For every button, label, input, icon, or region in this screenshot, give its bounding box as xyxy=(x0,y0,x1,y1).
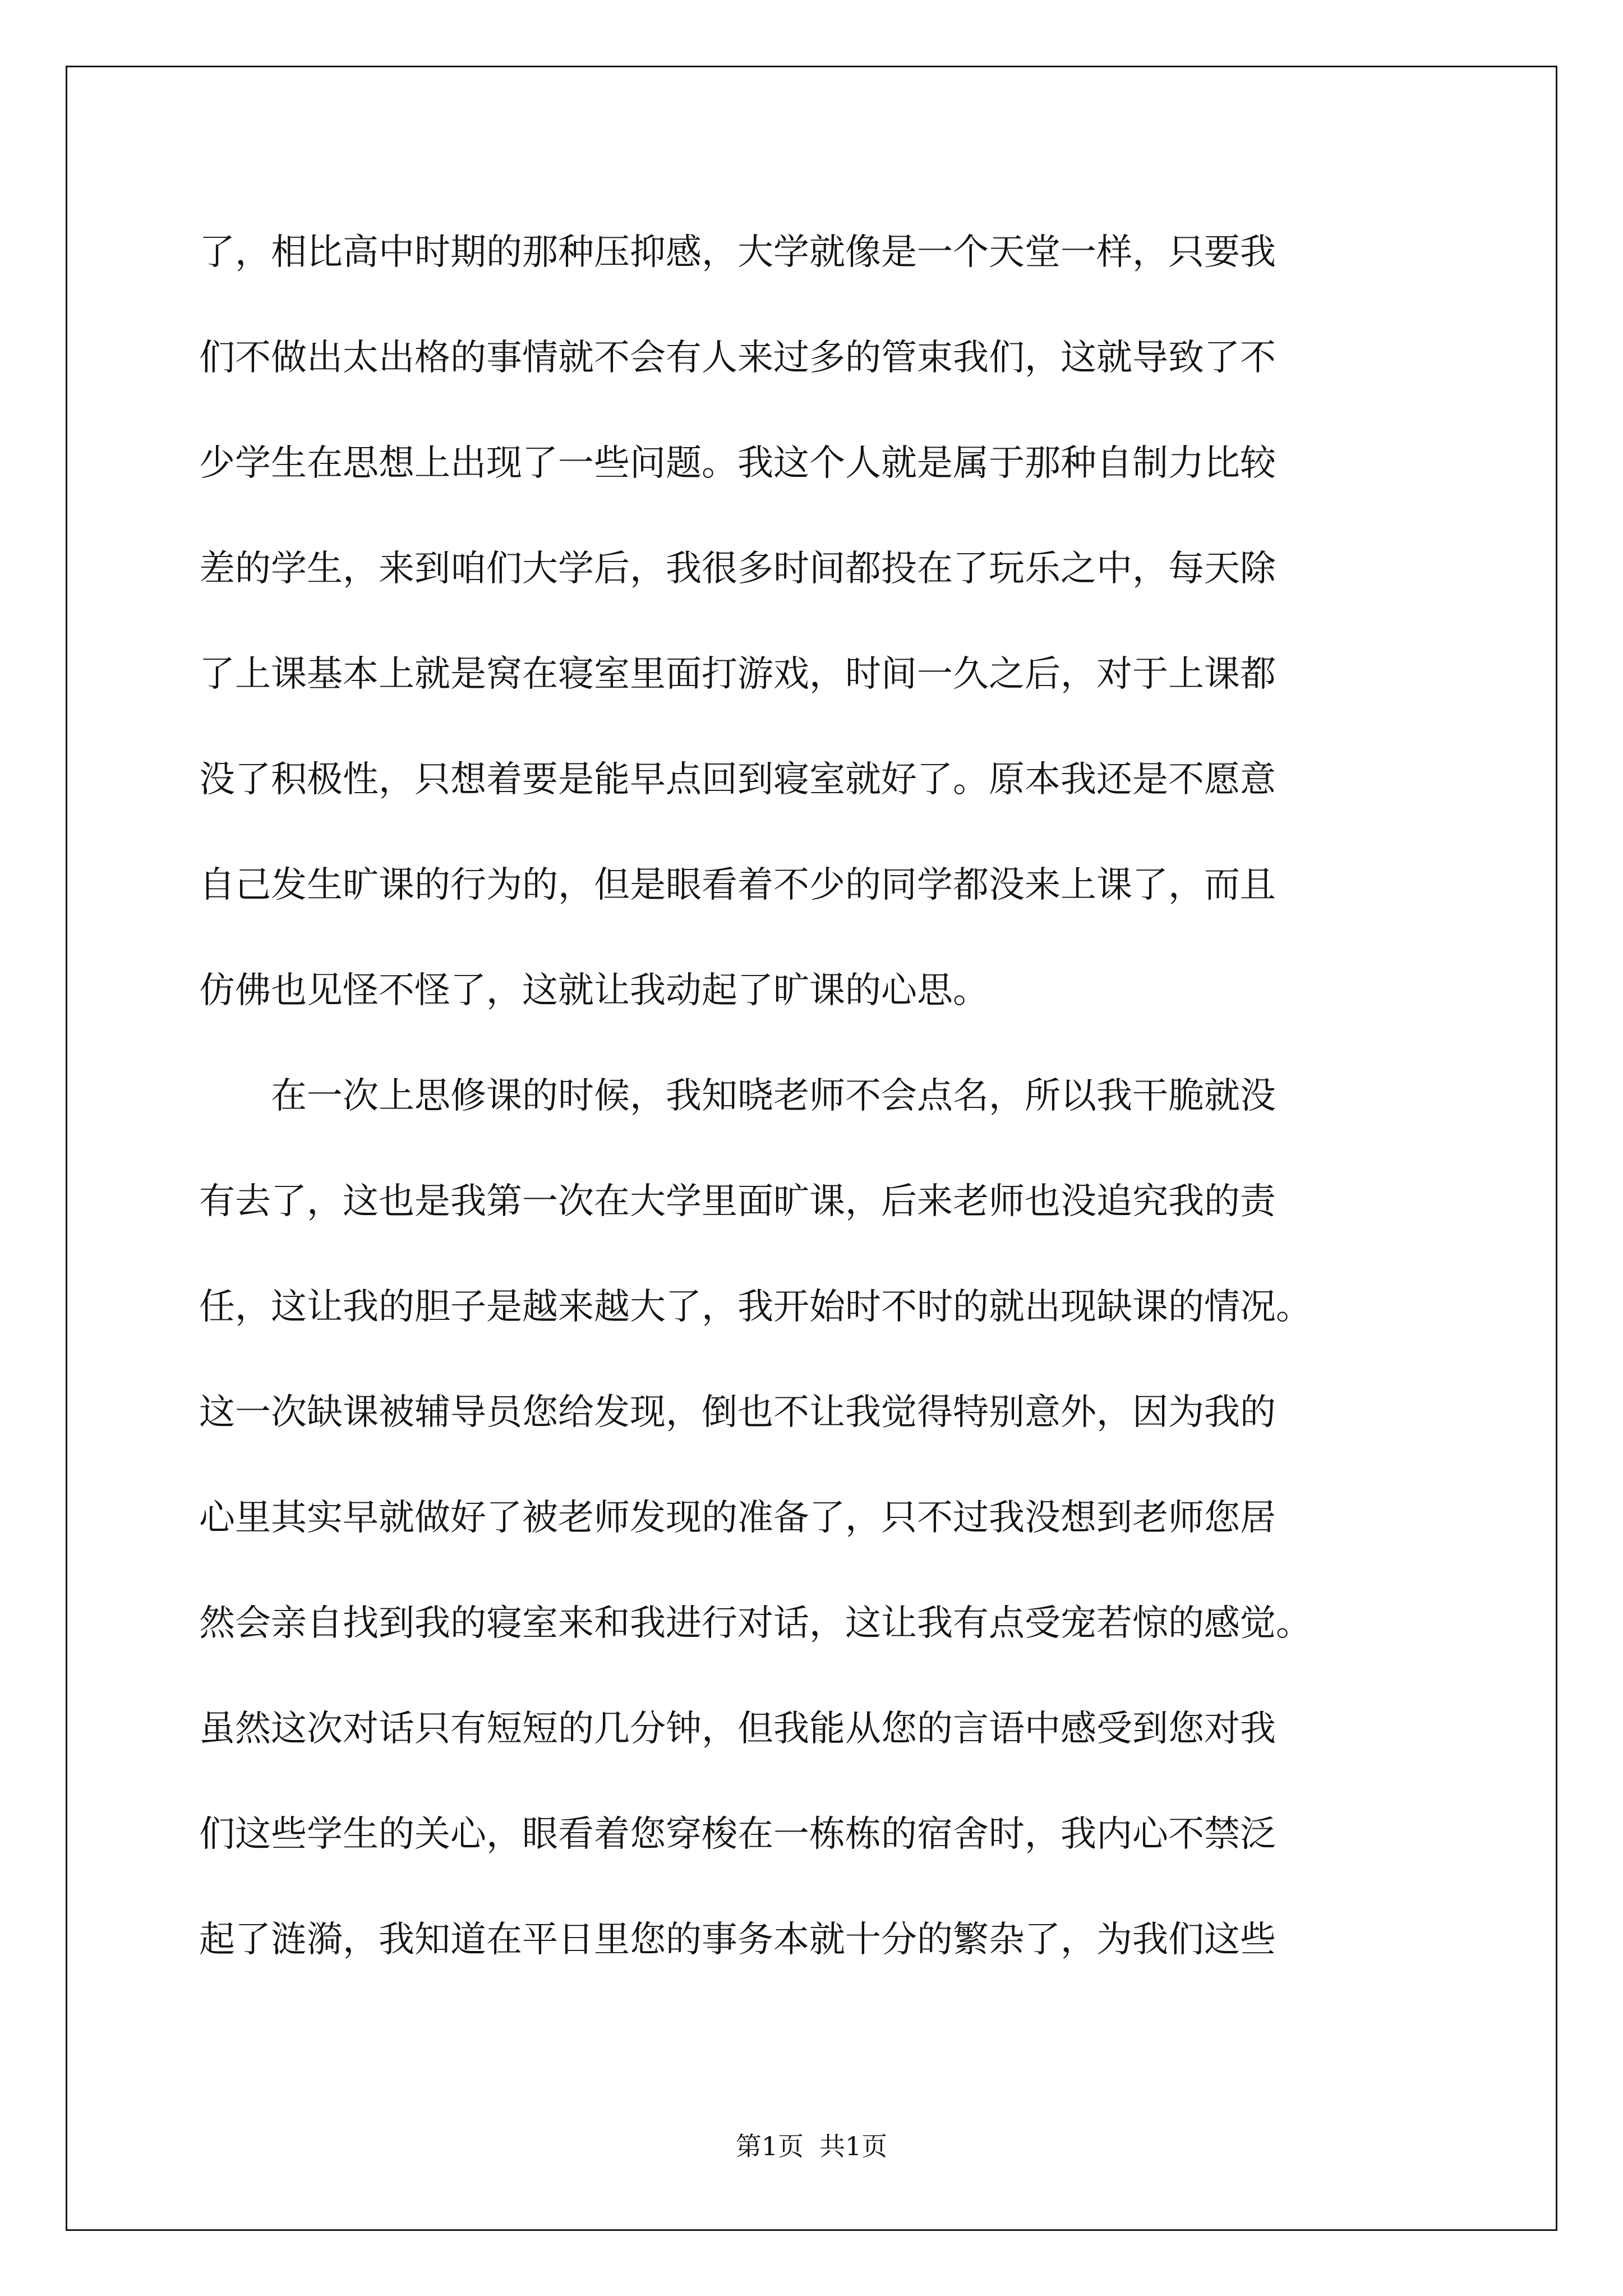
page-total: 共1页 xyxy=(819,2131,888,2161)
text-line: 们这些学生的关心，眼看着您穿梭在一栋栋的宿舍时，我内心不禁泛 xyxy=(199,1814,1276,1855)
text-line: 了，相比高中时期的那种压抑感，大学就像是一个天堂一样，只要我 xyxy=(199,232,1276,273)
text-line: 自己发生旷课的行为的，但是眼看着不少的同学都没来上课了，而且 xyxy=(199,864,1276,906)
text-line: 有去了，这也是我第一次在大学里面旷课，后来老师也没追究我的责 xyxy=(199,1181,1276,1222)
page-number: 第1页 xyxy=(735,2131,804,2161)
text-line: 们不做出太出格的事情就不会有人来过多的管束我们，这就导致了不 xyxy=(199,337,1276,379)
page-footer xyxy=(0,2126,1623,2163)
text-line: 虽然这次对话只有短短的几分钟，但我能从您的言语中感受到您对我 xyxy=(199,1708,1276,1750)
text-line: 少学生在思想上出现了一些问题。我这个人就是属于那种自制力比较 xyxy=(199,443,1276,484)
text-line: 在一次上思修课的时候，我知晓老师不会点名，所以我干脆就没 xyxy=(199,1075,1276,1117)
text-line: 然会亲自找到我的寝室来和我进行对话，这让我有点受宠若惊的感觉。 xyxy=(199,1603,1312,1644)
body-text xyxy=(199,218,1433,2010)
text-line: 没了积极性，只想着要是能早点回到寝室就好了。原本我还是不愿意 xyxy=(199,759,1276,800)
text-line: 仿佛也见怪不怪了，这就让我动起了旷课的心思。 xyxy=(199,970,989,1011)
text-line: 起了涟漪，我知道在平日里您的事务本就十分的繁杂了，为我们这些 xyxy=(199,1919,1276,1961)
text-line: 心里其实早就做好了被老师发现的准备了，只不过我没想到老师您居 xyxy=(199,1497,1276,1539)
text-line: 任，这让我的胆子是越来越大了，我开始时不时的就出现缺课的情况。 xyxy=(199,1286,1312,1328)
text-line: 这一次缺课被辅导员您给发现，倒也不让我觉得特别意外，因为我的 xyxy=(199,1392,1276,1433)
text-line: 了上课基本上就是窝在寝室里面打游戏，时间一久之后，对于上课都 xyxy=(199,654,1276,695)
text-line: 差的学生，来到咱们大学后，我很多时间都投在了玩乐之中，每天除 xyxy=(199,548,1276,590)
